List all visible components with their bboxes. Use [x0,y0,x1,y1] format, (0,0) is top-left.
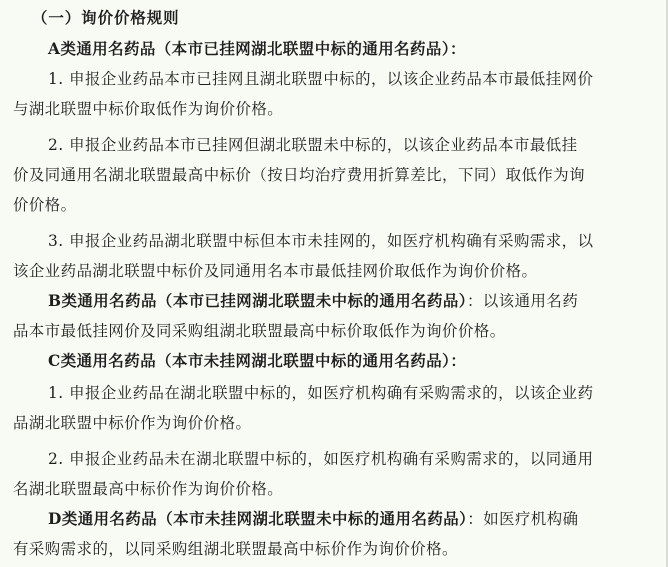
class-c-rule2-line1: 2. 申报企业药品未在湖北联盟中标的，如医疗机构确有采购需求的，以同通用 [48,450,594,468]
class-a-rule3-line1: 3. 申报企业药品湖北联盟中标但本市未挂网的，如医疗机构确有采购需求，以 [48,232,594,250]
class-d-title: D类通用名药品（本市未挂网湖北联盟未中标的通用名药品） [48,510,468,528]
class-c-rule1-line1: 1. 申报企业药品在湖北联盟中标的，如医疗机构确有采购需求的，以该企业药 [48,384,594,402]
class-a-title: A类通用名药品（本市已挂网湖北联盟中标的通用名药品）： [48,40,466,58]
section-heading: （一）询价价格规则 [32,9,180,27]
class-a-rule2-line1: 2. 申报企业药品本市已挂网但湖北联盟未中标的，以该企业药品本市最低挂 [48,136,578,154]
class-b-paragraph [48,286,668,316]
class-c-rule1-line2: 品湖北联盟中标价作为询价价格。 [13,414,252,432]
class-a-rule3-line2: 该企业药品湖北联盟中标价及同通用名本市最低挂网价取低作为询价价格。 [13,262,538,280]
class-a-rule2-line2: 价及同通用名湖北联盟最高中标价（按日均治疗费用折算差比，下同）取低作为询 [13,166,586,184]
class-d-paragraph [48,504,668,534]
class-a-rule2-line3: 价价格。 [13,196,77,214]
class-c-title: C类通用名药品（本市未挂网湖北联盟中标的通用名药品）： [48,352,467,370]
class-b-title: B类通用名药品（本市已挂网湖北联盟未中标的通用名药品） [48,292,467,310]
class-a-rule1-line2: 与湖北联盟中标价取低作为询价价格。 [13,100,284,118]
class-b-text: ：以该通用名药 [466,292,579,310]
class-a-rule1-line1: 1. 申报企业药品本市已挂网且湖北联盟中标的，以该企业药品本市最低挂网价 [48,70,594,88]
class-d-line2: 有采购需求的，以同采购组湖北联盟最高中标价作为询价价格。 [13,540,458,558]
class-c-rule2-line2: 名湖北联盟最高中标价作为询价价格。 [13,480,284,498]
class-b-line2: 品本市最低挂网价及同采购组湖北联盟最高中标价取低作为询价价格。 [13,322,506,340]
class-d-text: ：如医疗机构确 [467,510,579,528]
